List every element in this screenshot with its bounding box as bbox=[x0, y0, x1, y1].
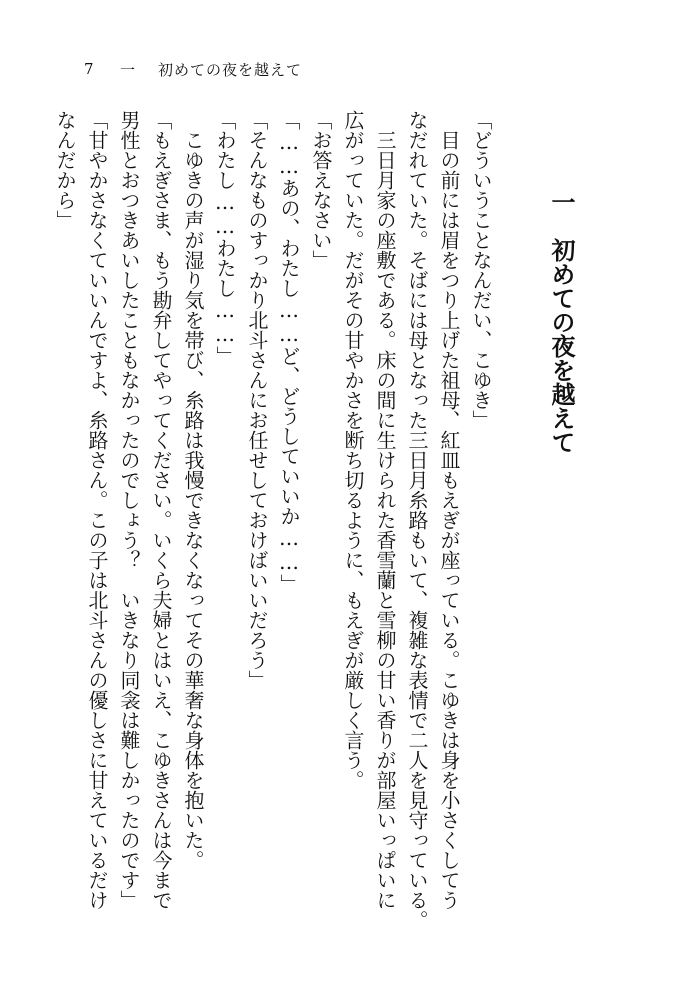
text-line: 「……あの、わたし……ど、どうしていいか……」 bbox=[277, 110, 301, 594]
text-line: 目の前には眉をつり上げた祖母、紅皿もえぎが座っている。こゆきは身を小さくしてう bbox=[437, 110, 461, 910]
text-line: 「どういうことなんだい、こゆき」 bbox=[469, 110, 493, 430]
chapter-title: 一 初めての夜を越えて bbox=[547, 190, 576, 454]
text-line: なんだから」 bbox=[53, 110, 77, 230]
text-line: 「お答えなさい」 bbox=[309, 110, 333, 270]
text-line: 「甘やかさなくていいんですよ、糸路さん。この子は北斗さんの優しさに甘えているだけ bbox=[85, 110, 109, 910]
page-number: 7 bbox=[84, 60, 95, 78]
text-line: 三日月家の座敷である。床の間に生けられた香雪蘭と雪柳の甘い香りが部屋いっぱいに bbox=[373, 110, 397, 910]
text-line: 「もえぎさま、もう勘弁してやってください。いくら夫婦とはいえ、こゆきさんは今まで bbox=[149, 110, 173, 910]
text-line: 男性とおつきあいしたこともなかったのでしょう？ いきなり同衾は難しかったのです」 bbox=[117, 110, 141, 910]
running-title: 初めての夜を越えて bbox=[158, 60, 303, 79]
text-line: 広がっていた。だがその甘やかさを断ち切るように、もえぎが厳しく言う。 bbox=[341, 110, 365, 790]
chapter-number-dash: 一 bbox=[120, 60, 137, 79]
running-header bbox=[84, 59, 344, 79]
body-text bbox=[49, 110, 497, 966]
text-line: 「わたし……わたし……」 bbox=[213, 110, 237, 366]
text-line: 「そんなものすっかり北斗さんにお任せしておけばいいだろう」 bbox=[245, 110, 269, 690]
text-line: こゆきの声が湿り気を帯び、糸路は我慢できなくなってその華奢な身体を抱いた。 bbox=[181, 110, 205, 870]
text-line: なだれていた。そばには母となった三日月糸路もいて、複雑な表情で二人を見守っている。 bbox=[405, 110, 429, 930]
